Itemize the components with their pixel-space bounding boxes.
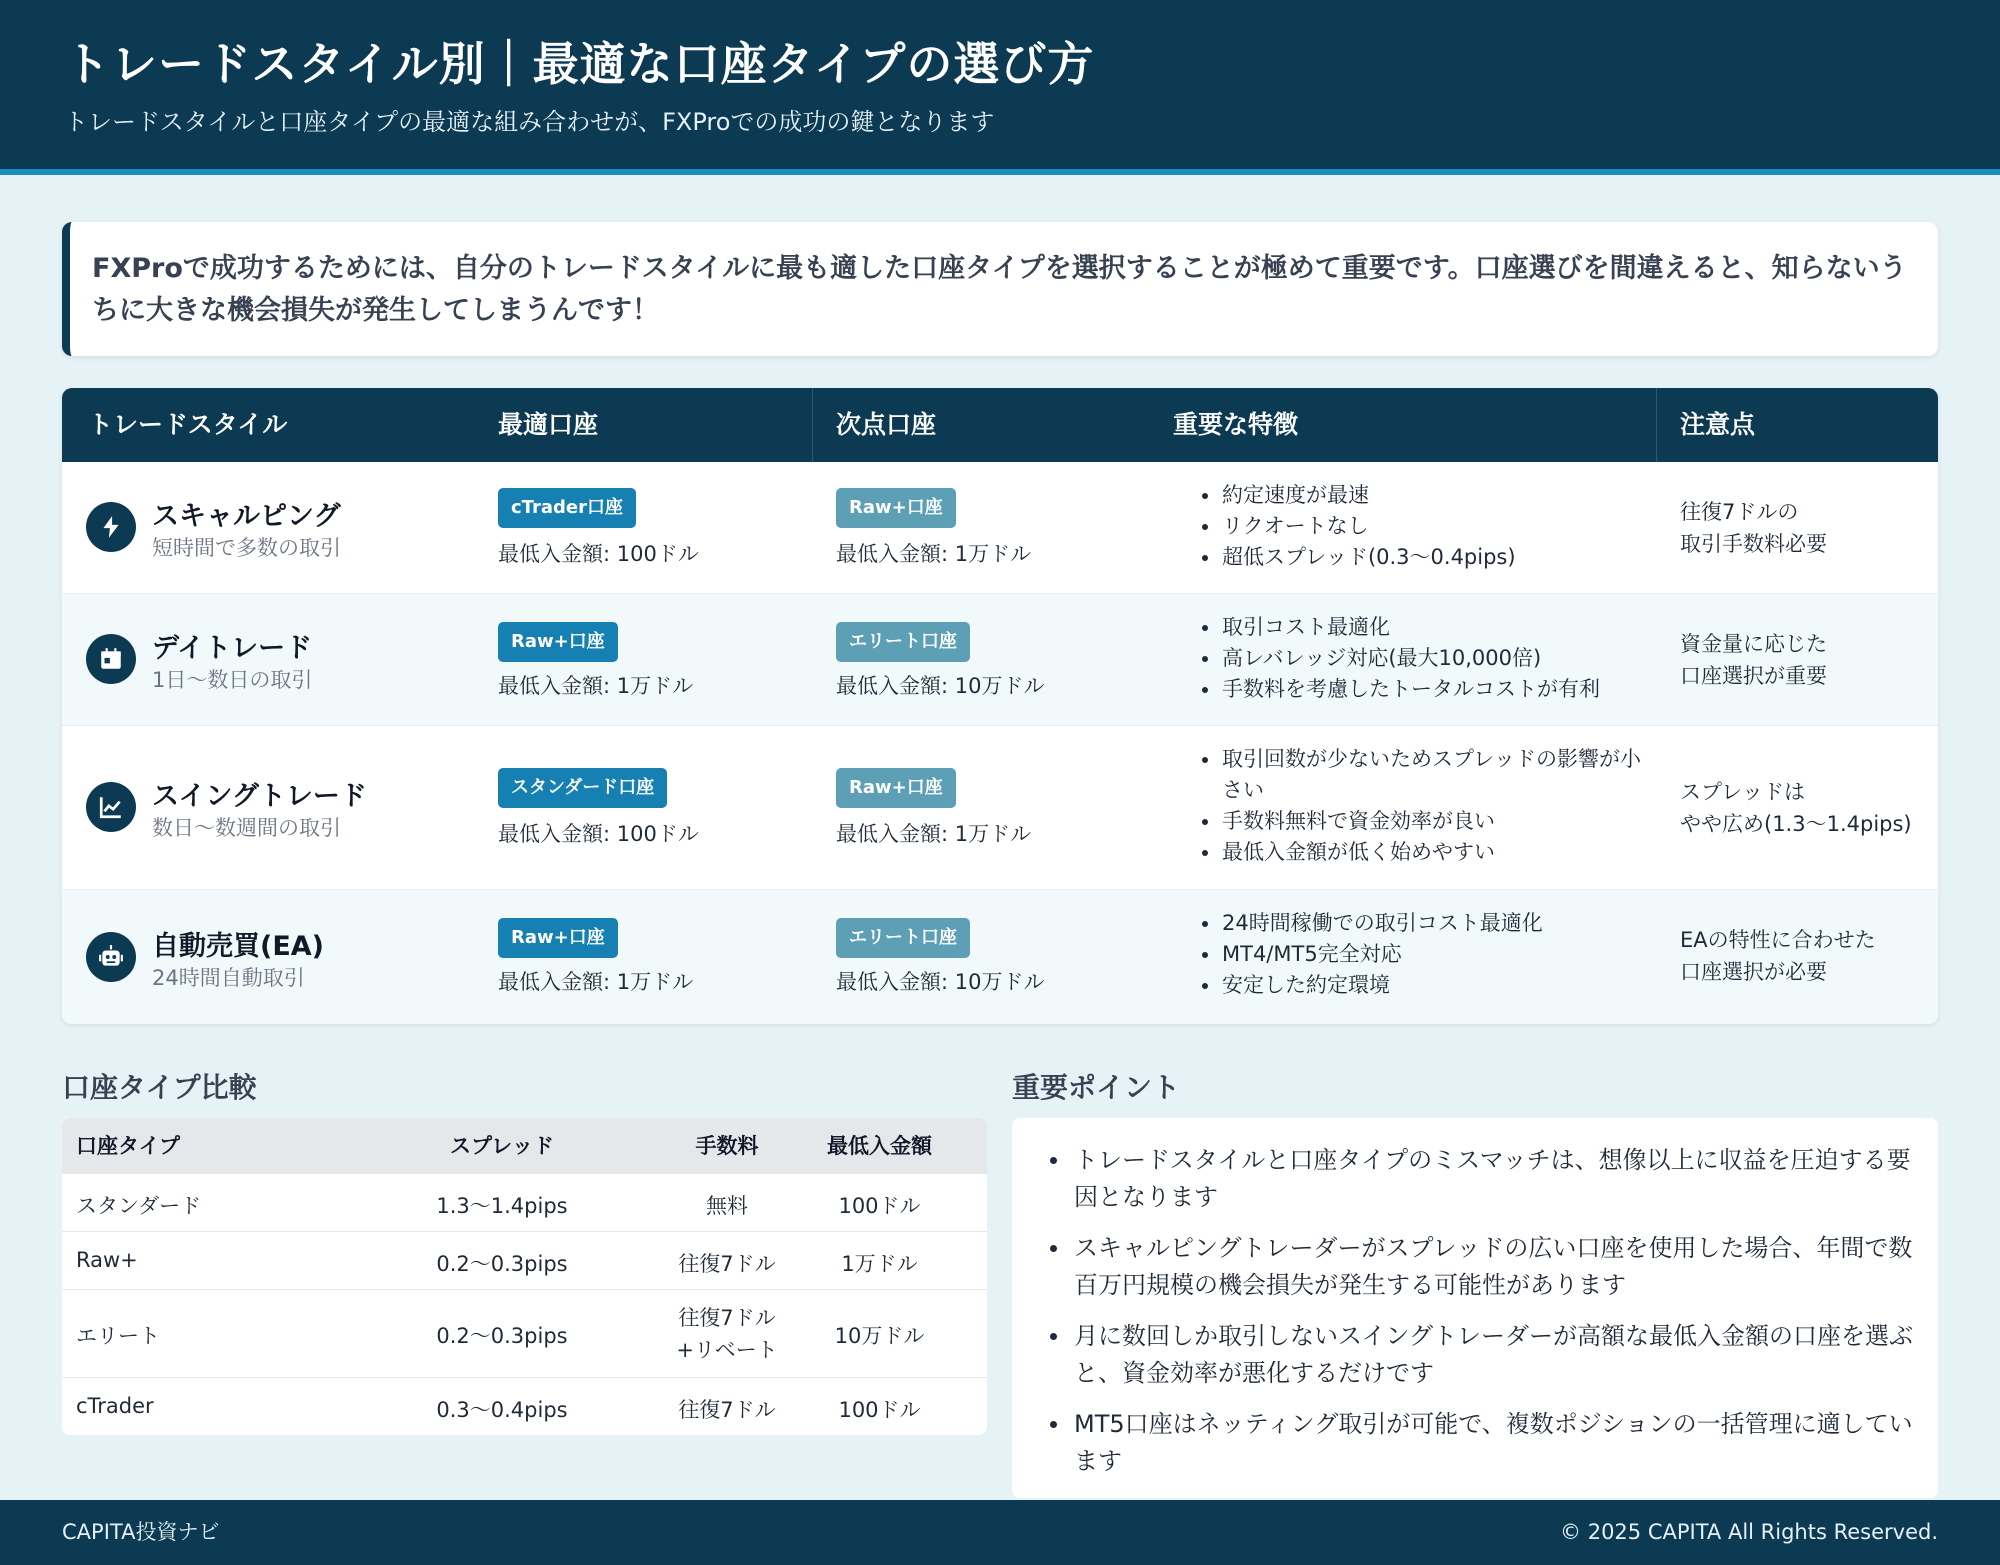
note-line: 往復7ドルの — [1680, 500, 1799, 524]
header-features: 重要な特徴 — [1173, 410, 1299, 439]
second-account-deposit: 最低入金額: 1万ドル — [836, 542, 1032, 566]
intro-callout — [62, 222, 1938, 356]
header-account-type: 口座タイプ — [76, 1134, 180, 1158]
spread-value: 0.2〜0.3pips — [436, 1324, 568, 1348]
header-spread: スプレッド — [450, 1134, 554, 1158]
min-deposit-value: 1万ドル — [841, 1252, 918, 1276]
fee-value: 往復7ドル — [678, 1398, 776, 1422]
footer-copyright: © 2025 CAPITA All Rights Reserved. — [1560, 1520, 1938, 1544]
key-point-item: MT5口座はネッティング取引が可能で、複数ポジションの一括管理に適しています — [1036, 1406, 1914, 1480]
features-list — [1198, 612, 1678, 705]
key-point-item: 月に数回しか取引しないスイングトレーダーが高額な最低入金額の口座を選ぶと、資金効率が悪化するだけです — [1036, 1318, 1914, 1392]
comparison-title: 口座タイプ比較 — [62, 1071, 257, 1104]
best-account-deposit: 最低入金額: 1万ドル — [498, 674, 694, 698]
feature-item: MT4/MT5完全対応 — [1198, 939, 1678, 970]
note-text — [1680, 776, 1930, 840]
calendar-icon — [86, 634, 136, 684]
table-row — [62, 1290, 987, 1378]
style-name: スイングトレード — [152, 781, 367, 812]
note-line: やや広め(1.3〜1.4pips) — [1680, 812, 1912, 836]
header-style: トレードスタイル — [88, 410, 288, 439]
feature-item: 超低スプレッド(0.3〜0.4pips) — [1198, 542, 1678, 573]
footer-brand: CAPITA投資ナビ — [62, 1520, 220, 1544]
table-row — [62, 594, 1938, 726]
style-description: 24時間自動取引 — [152, 966, 305, 990]
page-title: トレードスタイル別｜最適な口座タイプの選び方 — [64, 37, 1095, 91]
table-row — [62, 890, 1938, 1024]
header-second-account: 次点口座 — [836, 410, 937, 439]
feature-item: 取引回数が少ないためスプレッドの影響が小さい — [1198, 744, 1658, 806]
features-list — [1198, 480, 1678, 573]
table-row — [62, 1232, 987, 1290]
second-account-badge: エリート口座 — [836, 918, 970, 958]
feature-item: 最低入金額が低く始めやすい — [1198, 837, 1658, 868]
header-notes: 注意点 — [1680, 410, 1756, 439]
page-header — [0, 0, 2000, 175]
header-divider — [1656, 388, 1657, 462]
second-account-deposit: 最低入金額: 10万ドル — [836, 970, 1045, 994]
style-description: 1日〜数日の取引 — [152, 668, 313, 692]
style-name: スキャルピング — [152, 501, 341, 532]
account-type: エリート — [76, 1324, 160, 1348]
style-description: 数日〜数週間の取引 — [152, 816, 341, 840]
feature-item: 約定速度が最速 — [1198, 480, 1678, 511]
trade-style-table — [62, 388, 1938, 1024]
feature-item: リクオートなし — [1198, 511, 1678, 542]
min-deposit-value: 10万ドル — [834, 1324, 925, 1348]
account-type: スタンダード — [76, 1194, 202, 1218]
note-line: 資金量に応じた — [1680, 632, 1827, 656]
lightning-icon — [86, 502, 136, 552]
feature-item: 手数料無料で資金効率が良い — [1198, 806, 1658, 837]
best-account-badge: cTrader口座 — [498, 488, 636, 528]
header-divider — [812, 388, 813, 462]
header-best-account: 最適口座 — [498, 410, 599, 439]
key-point-item: スキャルピングトレーダーがスプレッドの広い口座を使用した場合、年間で数百万円規模の機会損失が発生する可能性があります — [1036, 1230, 1914, 1304]
best-account-deposit: 最低入金額: 100ドル — [498, 822, 699, 846]
spread-value: 1.3〜1.4pips — [436, 1194, 568, 1218]
second-account-deposit: 最低入金額: 1万ドル — [836, 822, 1032, 846]
table-row — [62, 462, 1938, 594]
header-fee: 手数料 — [695, 1134, 759, 1158]
fee-value: 往復7ドル — [678, 1306, 776, 1330]
feature-item: 24時間稼働での取引コスト最適化 — [1198, 908, 1678, 939]
style-name: 自動売買(EA) — [152, 931, 325, 962]
note-text — [1680, 628, 1930, 692]
second-account-badge: エリート口座 — [836, 622, 970, 662]
robot-icon — [86, 932, 136, 982]
feature-item: 手数料を考慮したトータルコストが有利 — [1198, 674, 1678, 705]
best-account-badge: Raw+口座 — [498, 918, 618, 958]
best-account-badge: スタンダード口座 — [498, 768, 667, 808]
account-comparison-table — [62, 1118, 987, 1435]
fee-rebate: +リベート — [676, 1338, 778, 1362]
table-row — [62, 726, 1938, 890]
note-line: 口座選択が必要 — [1680, 960, 1827, 984]
comparison-header — [62, 1118, 987, 1174]
note-line: スプレッドは — [1680, 780, 1805, 804]
best-account-badge: Raw+口座 — [498, 622, 618, 662]
chart-line-icon — [86, 782, 136, 832]
best-account-deposit: 最低入金額: 100ドル — [498, 542, 699, 566]
note-text — [1680, 496, 1930, 560]
table-row — [62, 1174, 987, 1232]
header-min-deposit: 最低入金額 — [827, 1134, 932, 1158]
account-type: cTrader — [76, 1394, 154, 1418]
second-account-badge: Raw+口座 — [836, 768, 956, 808]
style-description: 短時間で多数の取引 — [152, 536, 341, 560]
second-account-badge: Raw+口座 — [836, 488, 956, 528]
spread-value: 0.2〜0.3pips — [436, 1252, 568, 1276]
note-line: EAの特性に合わせた — [1680, 928, 1876, 952]
points-title: 重要ポイント — [1012, 1071, 1181, 1104]
second-account-deposit: 最低入金額: 10万ドル — [836, 674, 1045, 698]
note-line: 取引手数料必要 — [1680, 532, 1827, 556]
min-deposit-value: 100ドル — [838, 1398, 921, 1422]
style-name: デイトレード — [152, 633, 313, 664]
spread-value: 0.3〜0.4pips — [436, 1398, 568, 1422]
intro-text: FXProで成功するためには、自分のトレードスタイルに最も適した口座タイプを選択することが極めて重要です。口座選びを間違えると、知らないうちに大きな機会損失が発生してしまうんです！ — [92, 253, 1907, 326]
fee-value: 往復7ドル — [678, 1252, 776, 1276]
feature-item: 高レバレッジ対応(最大10,000倍) — [1198, 643, 1678, 674]
note-text — [1680, 924, 1930, 988]
key-points-list — [1036, 1142, 1914, 1480]
key-points-card — [1012, 1118, 1938, 1498]
key-point-item: トレードスタイルと口座タイプのミスマッチは、想像以上に収益を圧迫する要因となります — [1036, 1142, 1914, 1216]
features-list — [1198, 908, 1678, 1001]
page-footer — [0, 1500, 2000, 1565]
features-list — [1198, 744, 1658, 868]
account-type: Raw+ — [76, 1248, 138, 1272]
best-account-deposit: 最低入金額: 1万ドル — [498, 970, 694, 994]
table-header — [62, 388, 1938, 462]
fee-value: 無料 — [706, 1194, 748, 1218]
note-line: 口座選択が重要 — [1680, 664, 1827, 688]
feature-item: 取引コスト最適化 — [1198, 612, 1678, 643]
min-deposit-value: 100ドル — [838, 1194, 921, 1218]
table-row — [62, 1378, 987, 1435]
page-subtitle: トレードスタイルと口座タイプの最適な組み合わせが、FXProでの成功の鍵となります — [64, 108, 995, 136]
feature-item: 安定した約定環境 — [1198, 970, 1678, 1001]
